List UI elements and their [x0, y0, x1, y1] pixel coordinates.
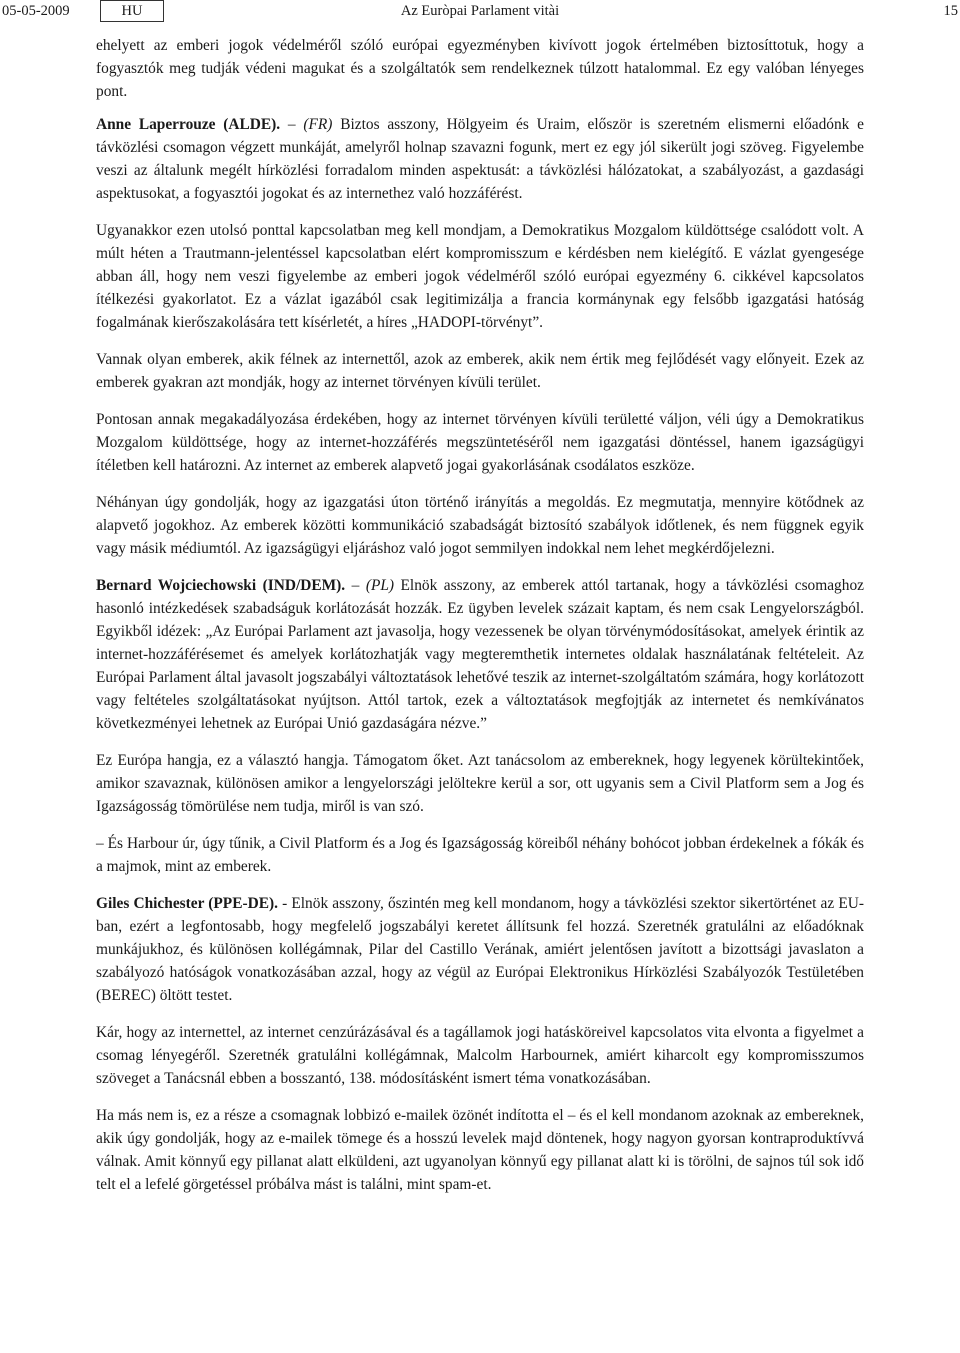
- paragraph-text: ehelyett az emberi jogok védelméről szóló európai egyezményben kivívott jogok értelmében biztosíttotuk, hogy a fogyasztók meg tudják védeni magukat és a szolgáltatók sem rendelkeznek túlzott hatalommal. Ez egy valóban lényeges pont.: [96, 37, 864, 100]
- text-paragraph: [96, 749, 864, 818]
- paragraph-text: Vannak olyan emberek, akik félnek az internettől, azok az emberek, akik nem értik meg fejlődését vagy előnyeit. Ezek az emberek gyakran azt mondják, hogy az internet törvényen kívüli terület.: [96, 351, 864, 391]
- text-paragraph: [96, 1021, 864, 1090]
- speech-language-tag: (PL): [365, 577, 395, 594]
- paragraph-text: Biztos asszony, Hölgyeim és Uraim, először is szeretném elismerni előadónk e távközlési csomagon végzett munkáját, amelyről holnap szavazni fogunk, mert ez egy jól sikerült jogi szöveg. Figyelembe veszi az általunk megélt hírközlési forradalom minden aspektusát: a távközlési hálózatokat, a szabályozást, a gazdasági aspektusokat, a fogyasztói jogokat és az internethez való hozzáférést.: [96, 116, 864, 202]
- text-paragraph: [96, 219, 864, 334]
- language-box: HU: [100, 0, 164, 22]
- speech-paragraph: Bernard Wojciechowski (IND/DEM). – (PL) Elnök asszony, az emberek attól tartanak, hogy a távközlési csomaghoz hasonló intézkedések szabadságuk korlátozását hozzák. Ez ügyben levelek százait kaptam, és nem csak Lengyelországból. Egyikből idézek: „Az Európai Parlament azt javasolja, hogy vezessenek be olyan törvénymódosításokat, amelyek érintik az internet-hozzáférésemet és amelyek korlátozhatják vagy megteremthetik internetes oldalak használatának feltételeit. Az Európai Parlament által javasolt jogszabályi változtatások lehetővé teszik az internet-szolgáltatóm számára, hogy korlátozott vagy feltételes szolgáltatásokat nyújtson. Attól tartok, ezek a változtatások megfojtják az internetet és nemkívánatos következményei lehetnek az Európai Unió gazdaságára nézve.”: [96, 577, 864, 732]
- speaker-name: Anne Laperrouze (ALDE).: [96, 116, 281, 133]
- speech-paragraph: [96, 892, 864, 1007]
- paragraph-text: Néhányan úgy gondolják, hogy az igazgatási úton történő irányítás a megoldás. Ez megmutatja, mennyire kötődnek az alapvető jogokhoz. Az emberek közötti kommunikáció szabadságát biztosító szabályok időtlenek, és nem függnek egyik vagy másik médiumtól. Az igazságügyi eljáráshoz való jogot semmilyen indokkal nem lehet megkérdőjelezni.: [96, 494, 864, 557]
- speech-paragraph: Anne Laperrouze (ALDE). – (FR) Biztos asszony, Hölgyeim és Uraim, először is szeretném elismerni előadónk e távközlési csomagon végzett munkáját, amelyről holnap szavazni fogunk, mert ez egy jól sikerült jogi szöveg. Figyelembe veszi az általunk megélt hírközlési forradalom minden aspektusát: a távközlési hálózatokat, a szabályozást, a gazdasági aspektusokat, a fogyasztói jogokat és az internethez való hozzáférést.: [96, 116, 864, 202]
- header-title: Az Euròpai Parlament vitài: [400, 3, 560, 19]
- paragraph-text: Kár, hogy az internettel, az internet cenzúrázásával és a tagállamok jogi hatásköreivel kapcsolatos vita elvonta a figyelmet a csomag lényegéről. Szeretnék gratulálni kollégámnak, Malcolm Harbournek, amiért kiharcolt egy kompromisszumos szöveget a Tanácsnál ebben a bosszantó, 138. módosításként ismert téma vonatkozásában.: [96, 1024, 864, 1087]
- text-paragraph: [96, 832, 864, 878]
- text-paragraph: [96, 1104, 864, 1196]
- paragraph-text: Ez Európa hangja, ez a választó hangja. Támogatom őket. Azt tanácsolom az embereknek, hogy legyenek körültekintőek, amikor szavaznak, különösen amikor a lengyelországi jelöltekre kerül a sor, ott ugyanis sem a Civil Platform sem a Jog és Igazságosság tömörülése nem tudja, miről is van szó.: [96, 752, 864, 815]
- paragraph-text: Pontosan annak megakadályozása érdekében, hogy az internet törvényen kívüli területté váljon, véli úgy a Demokratikus Mozgalom küldöttsége, hogy az internet-hozzáférés megszüntetéséről nem igazgatási döntéssel, hanem igazságügyi ítéletben kell határozni. Az internet az emberek alapvető jogai gyakorlásának csodálatos eszköze.: [96, 411, 864, 474]
- paragraph-text: Ugyanakkor ezen utolsó ponttal kapcsolatban meg kell mondjam, a Demokratikus Mozgalom küldöttsége csalódott volt. A múlt héten a Trautmann-jelentéssel kapcsolatban elért kompromisszum e kérdésben nem kielégítő. E vázlat gyengesége abban áll, hogy nem veszi figyelembe az emberi jogok védelméről szóló európai egyezmény 6. cikkével kapcsolatos ítélkezési gyakorlatot. Ez a vázlat igazából csak legitimizálja a francia kormánynak egy felsőbb igazgatási hatóság fogalmának kierőszakolására tett kísérletét, a híres „HADOPI-törvényt”.: [96, 222, 864, 331]
- text-paragraph: [96, 408, 864, 477]
- paragraph-text: Elnök asszony, az emberek attól tartanak, hogy a távközlési csomaghoz hasonló intézkedések szabadságuk korlátozását hozzák. Ez ügyben levelek százait kaptam, és nem csak Lengyelországból. Egyikből idézek: „Az Európai Parlament azt javasolja, hogy vezessenek be olyan törvénymódosításokat, amelyek érintik az internet-hozzáférésemet és amelyek korlátozhatják vagy megteremthetik internetes oldalak használatának feltételeit. Az Európai Parlament által javasolt jogszabályi változtatások lehetővé teszik az internet-szolgáltatóm számára, hogy korlátozott vagy feltételes szolgáltatásokat nyújtson. Attól tartok, ezek a változtatások megfojtják az internetet és nemkívánatos következményei lehetnek az Európai Unió gazdaságára nézve.”: [96, 577, 864, 732]
- paragraph-text: - Elnök asszony, őszintén meg kell mondanom, hogy a távközlési szektor sikertörténet az EU-ban, ezért a legfontosabb, hogy megfelelő jogszabályi keretet állítsunk fel hozzá. Szeretnék gratulálni az előadóknak munkájukhoz, és különösen kollégámnak, Pilar del Castillo Verának, amiért jelentősen javított a bizottsági javaslaton a szabályozó hatóságok vonatkozásában azzal, hogy az végül az Európai Elektronikus Hírközlési Szabályozók Testületében (BEREC) öltött testet.: [96, 895, 864, 1004]
- speech-language-tag: (FR): [303, 116, 333, 133]
- header-date: 05-05-2009: [2, 3, 70, 19]
- speaker-name: Giles Chichester (PPE-DE).: [96, 895, 278, 912]
- text-paragraph: [96, 491, 864, 560]
- document-body: [96, 34, 864, 1210]
- paragraph-text: Ha más nem is, ez a része a csomagnak lobbizó e-mailek özönét indította el – és el kell mondanom azoknak az embereknek, akik úgy gondolják, hogy az e-mailek tömege és a hosszú levelek majd döntenek, hogy nagyon gyorsan kontraproduktívvá válnak. Amit könnyű egy pillanat alatt elküldeni, azt ugyanolyan könnyű egy pillanat alatt ki is törölni, de sajnos túl sok idő telt el a lefelé görgetéssel próbálva mást is találni, mint spam-et.: [96, 1107, 864, 1193]
- paragraph-text: – És Harbour úr, úgy tűnik, a Civil Platform és a Jog és Igazságosság köreiből néhány bohócot jobban érdekelnek a fókák és a majmok, mint az emberek.: [96, 835, 864, 875]
- page-header: [0, 0, 960, 24]
- speaker-name: Bernard Wojciechowski (IND/DEM).: [96, 577, 346, 594]
- page-number: 15: [943, 3, 958, 19]
- text-paragraph: [96, 348, 864, 394]
- text-paragraph: [96, 34, 864, 103]
